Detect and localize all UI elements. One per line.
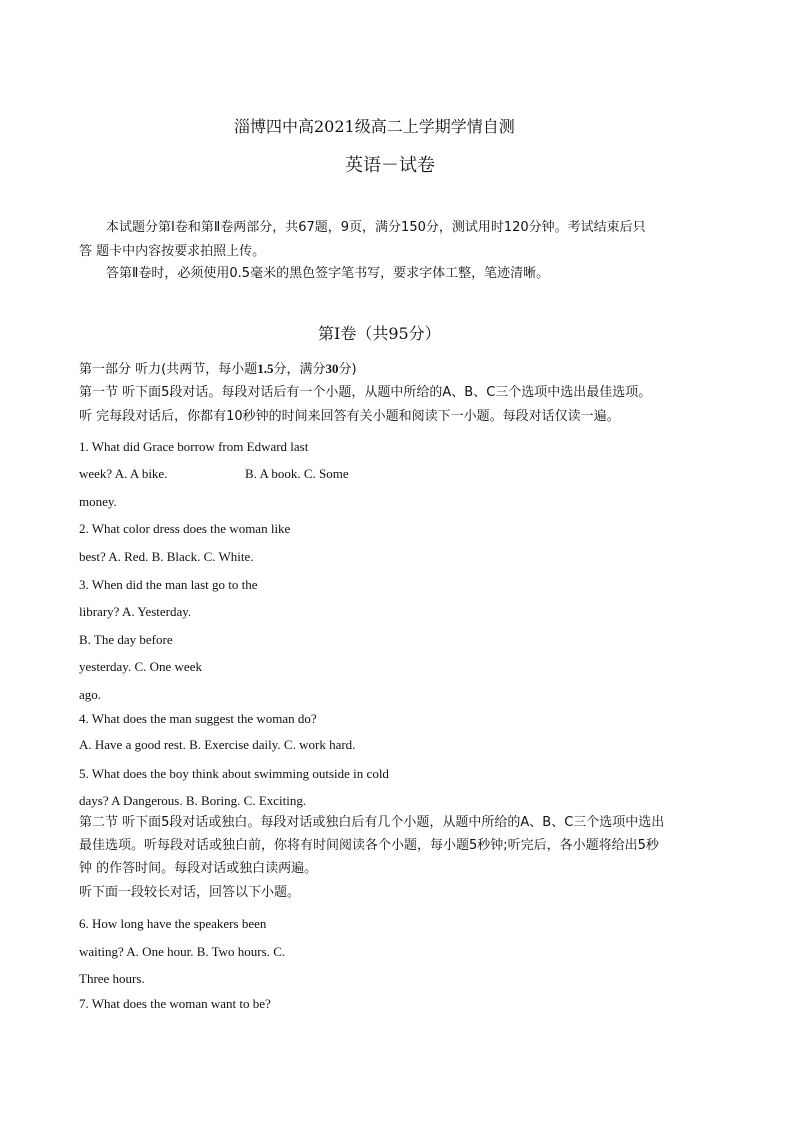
- question-3-line-2: library? A. Yesterday.: [79, 604, 192, 619]
- part1-total-score: 30: [325, 361, 339, 376]
- question-2-line-2: best? A. Red. B. Black. C. White.: [79, 549, 254, 564]
- question-3-line-4: yesterday. C. One week: [79, 659, 202, 674]
- section2-line-3: 钟 的作答时间。每段对话或独白读两遍。: [79, 861, 318, 876]
- part1-score-per-item: 1.5: [257, 361, 274, 376]
- question-6-line-3: Three hours.: [79, 971, 145, 986]
- part1-heading-text-c: 分，满分: [273, 362, 326, 377]
- question-6-line-2: waiting? A. One hour. B. Two hours. C.: [79, 944, 286, 959]
- question-5-line-1: 5. What does the boy think about swimming outside in cold: [79, 766, 389, 781]
- part1-heading-text-a: 第一部分 听力(共两节，每小题: [79, 362, 258, 377]
- question-6-line-1: 6. How long have the speakers been: [79, 916, 267, 931]
- section2-line-1: 第二节 听下面5段对话或独白。每段对话或独白后有几个小题，从题中所给的A、B、C三个选项中选出: [79, 815, 665, 830]
- section2-line-4: 听下面一段较长对话，回答以下小题。: [79, 885, 301, 900]
- question-1-line-3: money.: [79, 494, 117, 509]
- section1-line-1: 第一节 听下面5段对话。每段对话后有一个小题，从题中所给的A、B、C三个选项中选出最佳选项。: [79, 385, 652, 400]
- question-2-line-1: 2. What color dress does the woman like: [79, 521, 291, 536]
- instruction-line-2: 答 题卡中内容按要求拍照上传。: [79, 244, 266, 259]
- part1-heading: [79, 361, 357, 378]
- instruction-line-1: 本试题分第Ⅰ卷和第Ⅱ卷两部分，共67题，9页，满分150分，测试用时120分钟。考试结束后只: [106, 220, 646, 235]
- question-5-line-2: days? A Dangerous. B. Boring. C. Exciting.: [79, 793, 307, 808]
- question-4-line-2: A. Have a good rest. B. Exercise daily. C. work hard.: [79, 737, 356, 752]
- question-3-line-5: ago.: [79, 687, 102, 702]
- volume-title: 第Ⅰ卷（共95分）: [318, 324, 441, 343]
- question-1-line-2b: B. A book. C. Some: [245, 466, 349, 481]
- section2-line-2: 最佳选项。听每段对话或独白前，你将有时间阅读各个小题，每小题5秒钟;听完后，各小题将给出5秒: [79, 838, 659, 853]
- question-1-line-2a: week? A. A bike.: [79, 466, 168, 481]
- question-3-line-1: 3. When did the man last go to the: [79, 577, 258, 592]
- instruction-line-3: 答第Ⅱ卷时，必须使用0.5毫米的黑色签字笔书写，要求字体工整，笔迹清晰。: [106, 266, 550, 281]
- part1-heading-text-e: 分): [338, 362, 357, 377]
- section1-line-2: 听 完每段对话后，你都有10秒钟的时间来回答有关小题和阅读下一小题。每段对话仅读一遍。: [79, 409, 620, 424]
- question-3-line-3: B. The day before: [79, 632, 173, 647]
- question-7-line-1: 7. What does the woman want to be?: [79, 996, 271, 1011]
- question-4-line-1: 4. What does the man suggest the woman do?: [79, 711, 317, 726]
- exam-subtitle: 英语－试卷: [345, 155, 435, 176]
- question-1-line-1: 1. What did Grace borrow from Edward last: [79, 439, 309, 454]
- exam-title: 淄博四中高2021级高二上学期学情自测: [234, 117, 515, 136]
